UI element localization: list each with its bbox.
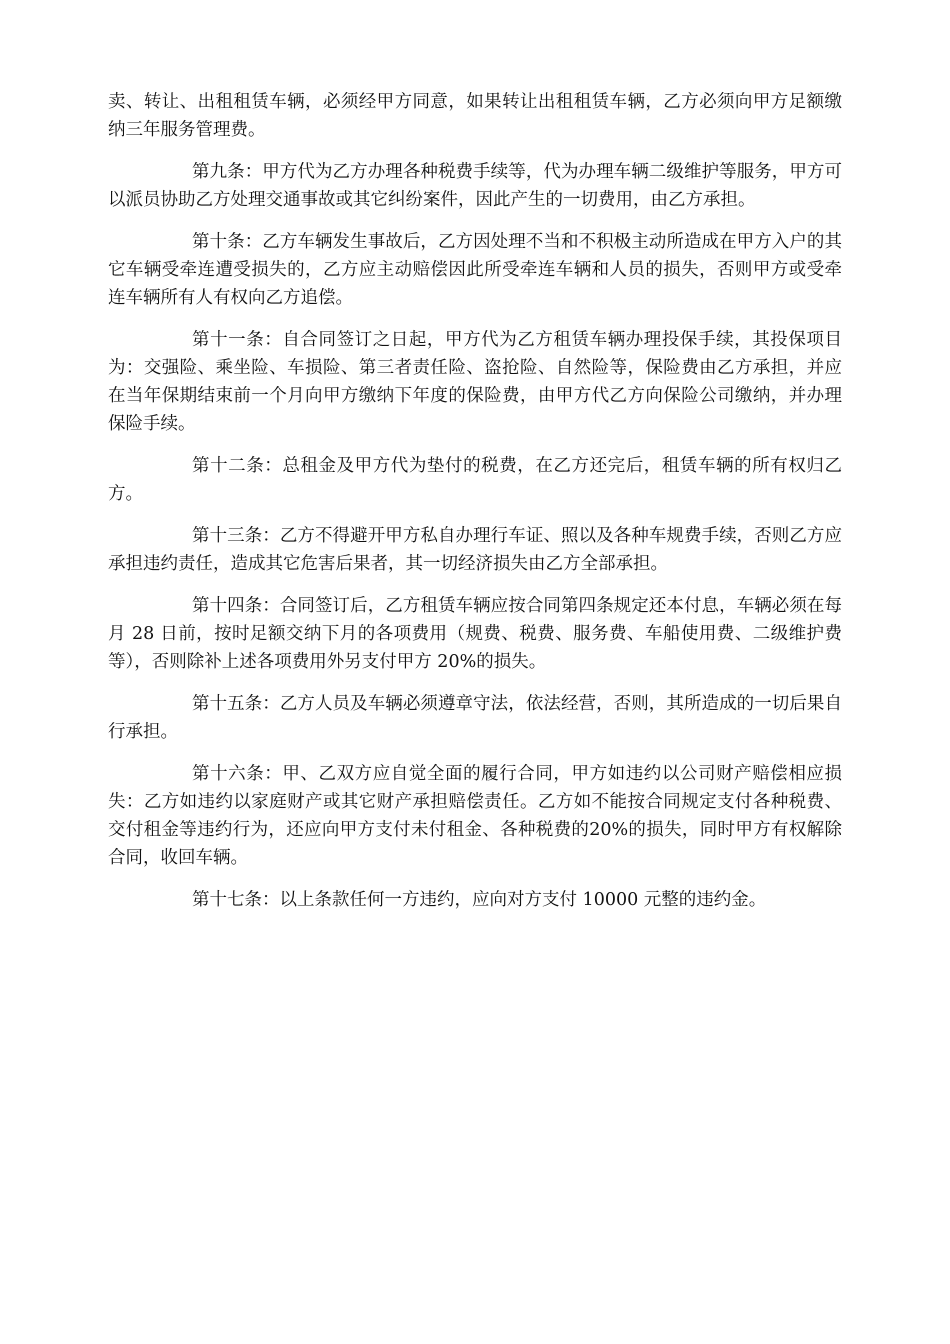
article-9: 第九条：甲方代为乙方办理各种税费手续等，代为办理车辆二级维护等服务，甲方可以派员协助乙方处理交通事故或其它纠纷案件，因此产生的一切费用，由乙方承担。 <box>108 162 842 210</box>
article-17: 第十七条：以上条款任何一方违约，应向对方支付 10000 元整的违约金。 <box>192 890 767 910</box>
paragraph-continuation: 卖、转让、出租租赁车辆，必须经甲方同意，如果转让出租租赁车辆，乙方必须向甲方足额缴纳三年服务管理费。 <box>108 92 842 140</box>
article-14: 第十四条：合同签订后，乙方租赁车辆应按合同第四条规定还本付息，车辆必须在每月 28 日前，按时足额交纳下月的各项费用（规费、税费、服务费、车船使用费、二级维护费等），否则除补上述各项费用外另支付甲方 20%的损失。 <box>108 596 842 672</box>
article-16: 第十六条：甲、乙双方应自觉全面的履行合同，甲方如违约以公司财产赔偿相应损失：乙方如违约以家庭财产或其它财产承担赔偿责任。乙方如不能按合同规定支付各种税费、交付租金等违约行为，还应向甲方支付未付租金、各种税费的20%的损失，同时甲方有权解除合同，收回车辆。 <box>108 764 842 868</box>
article-13: 第十三条：乙方不得避开甲方私自办理行车证、照以及各种车规费手续，否则乙方应承担违约责任，造成其它危害后果者，其一切经济损失由乙方全部承担。 <box>108 526 842 574</box>
article-12: 第十二条：总租金及甲方代为垫付的税费，在乙方还完后，租赁车辆的所有权归乙方。 <box>108 456 842 504</box>
article-10: 第十条：乙方车辆发生事故后，乙方因处理不当和不积极主动所造成在甲方入户的其它车辆受牵连遭受损失的，乙方应主动赔偿因此所受牵连车辆和人员的损失，否则甲方或受牵连车辆所有人有权向乙方追偿。 <box>108 232 842 308</box>
article-15: 第十五条：乙方人员及车辆必须遵章守法，依法经营，否则，其所造成的一切后果自行承担。 <box>108 694 842 742</box>
article-11: 第十一条：自合同签订之日起，甲方代为乙方租赁车辆办理投保手续，其投保项目为：交强险、乘坐险、车损险、第三者责任险、盗抢险、自然险等，保险费由乙方承担，并应在当年保期结束前一个月向甲方缴纳下年度的保险费，由甲方代乙方向保险公司缴纳，并办理保险手续。 <box>108 330 842 434</box>
contract-body <box>108 88 842 928</box>
